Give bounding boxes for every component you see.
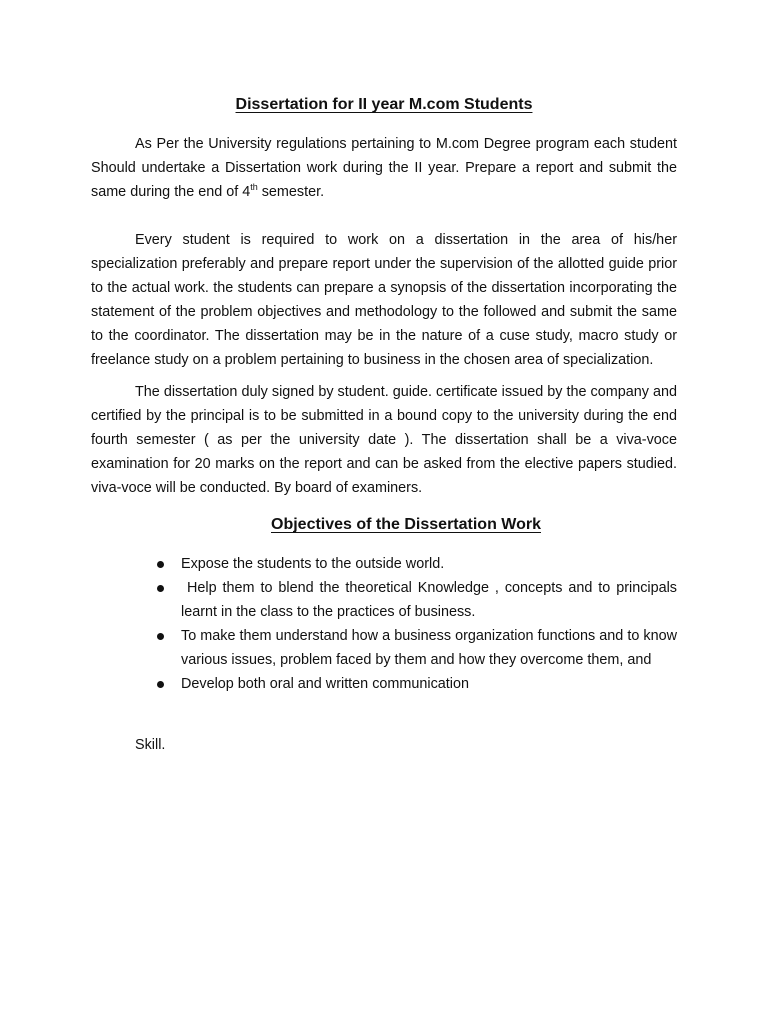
list-item — [150, 576, 677, 624]
objectives-list — [150, 552, 677, 696]
bullet-icon — [157, 561, 164, 568]
list-item-text: To make them understand how a business organization functions and to know various issues, problem faced by them and how they overcome them, and — [181, 628, 677, 668]
list-item — [150, 552, 677, 576]
paragraph-regulations — [91, 132, 677, 204]
paragraph-regulations-end: semester. — [257, 184, 325, 200]
bullet-icon — [157, 681, 164, 688]
bullet-icon — [157, 585, 164, 592]
trailing-text: Skill. — [135, 737, 166, 753]
list-item-text: Develop both oral and written communication — [181, 676, 469, 692]
list-item — [150, 624, 677, 672]
objectives-heading: Objectives of the Dissertation Work — [271, 516, 541, 533]
list-item-text: Expose the students to the outside world. — [181, 556, 445, 572]
bullet-icon — [157, 633, 164, 640]
list-item — [150, 672, 677, 696]
paragraph-regulations-text: As Per the University regulations pertaining to M.com Degree program each student Should undertake a Dissertation work during the II year. Prepare a report and submit the same during the end of 4 — [91, 136, 677, 200]
list-item-text: Help them to blend the theoretical Knowledge , concepts and to principals learnt in the class to the practices of business. — [181, 580, 677, 620]
document-title: Dissertation for II year M.com Students — [235, 96, 533, 113]
paragraph-submission: The dissertation duly signed by student. guide. certificate issued by the company and certified by the principal is to be submitted in a bound copy to the university during the end fourth semester ( as per the university date ). The dissertation shall be a viva-voce examination for 20 marks on the report and can be asked from the elective papers studied. viva-voce will be conducted. By board of examiners. — [91, 384, 677, 496]
paragraph-requirements: Every student is required to work on a dissertation in the area of his/her specialization preferably and prepare report under the supervision of the allotted guide prior to the actual work. the students can prepare a synopsis of the dissertation incorporating the statement of the problem objectives and methodology to the followed and submit the same to the coordinator. The dissertation may be in the nature of a cuse study, macro study or freelance study on a problem pertaining to business in the chosen area of specialization. — [91, 232, 677, 368]
ordinal-suffix: th — [250, 182, 258, 192]
